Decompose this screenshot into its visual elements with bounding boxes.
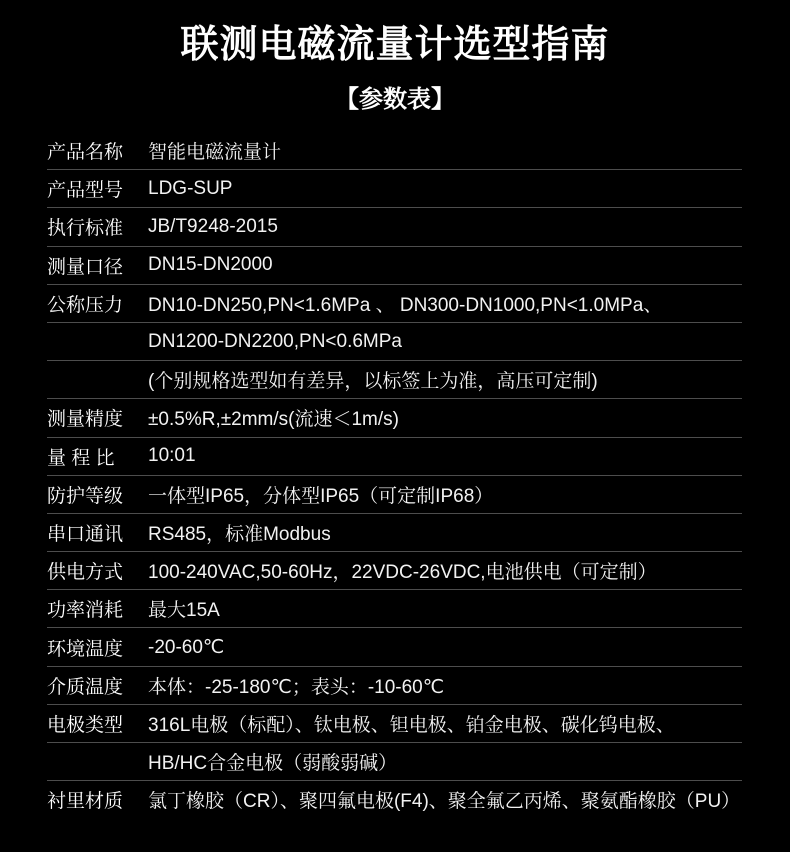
row-value: 最大15A: [148, 600, 220, 622]
row-label: 防护等级: [47, 485, 124, 507]
row-value: (个别规格选型如有差异，以标签上为准，高压可定制): [148, 371, 598, 393]
row-label: 产品名称: [47, 142, 124, 164]
table-row-power-supply: [47, 552, 742, 590]
row-value: DN15-DN2000: [148, 254, 273, 276]
row-value: DN10-DN250,PN<1.6MPa 、 DN300-DN1000,PN<1.0MPa、: [148, 294, 663, 316]
row-label: 量 程 比: [47, 447, 115, 469]
row-value: 氯丁橡胶（CR）、聚四氟电极(F4)、聚全氟乙丙烯、聚氨酯橡胶（PU）: [148, 791, 741, 813]
row-label: 串口通讯: [47, 523, 124, 545]
row-value: 智能电磁流量计: [148, 142, 282, 164]
row-label: 产品型号: [47, 180, 124, 202]
row-label: 电极类型: [47, 714, 124, 736]
table-row-range-ratio: [47, 438, 742, 476]
table-row-power-consumption: [47, 590, 742, 628]
table-row-communication: [47, 514, 742, 552]
row-value: HB/HC合金电极（弱酸弱碱）: [148, 753, 398, 775]
row-label: 公称压力: [47, 294, 124, 316]
row-label: 环境温度: [47, 638, 124, 660]
row-value: -20-60℃: [148, 636, 225, 658]
table-row-protection: [47, 476, 742, 514]
row-value: 10:01: [148, 445, 196, 467]
row-label: 测量精度: [47, 409, 124, 431]
table-row-ambient-temp: [47, 628, 742, 666]
table-row-accuracy: [47, 399, 742, 437]
row-value: DN1200-DN2200,PN<0.6MPa: [148, 330, 402, 352]
row-value: LDG-SUP: [148, 177, 233, 199]
table-row-pressure-note: [47, 361, 742, 399]
table-row-standard: [47, 208, 742, 246]
row-label: 衬里材质: [47, 791, 124, 813]
table-row-electrode-line1: [47, 705, 742, 743]
row-label: 执行标准: [47, 218, 124, 240]
table-row-pressure-line1: [47, 285, 742, 323]
table-row-product-name: [47, 132, 742, 170]
row-value: 本体：-25-180℃；表头：-10-60℃: [148, 676, 445, 698]
row-value: 一体型IP65，分体型IP65（可定制IP68）: [148, 485, 494, 507]
row-value: RS485，标准Modbus: [148, 523, 331, 545]
table-row-pressure-line2: [47, 323, 742, 361]
page-title: 联测电磁流量计选型指南: [180, 24, 610, 66]
table-row-diameter: [47, 247, 742, 285]
parameter-table: [47, 132, 742, 818]
table-row-lining: [47, 781, 742, 818]
table-row-product-model: [47, 170, 742, 208]
row-value: 316L电极（标配）、钛电极、钽电极、铂金电极、碳化钨电极、: [148, 714, 675, 736]
row-label: 介质温度: [47, 676, 124, 698]
row-label: 测量口径: [47, 256, 124, 278]
row-value: JB/T9248-2015: [148, 215, 278, 237]
row-label: 供电方式: [47, 562, 124, 584]
row-value: 100-240VAC,50-60Hz，22VDC-26VDC,电池供电（可定制）: [148, 562, 657, 584]
row-label: 功率消耗: [47, 600, 124, 622]
table-row-electrode-line2: [47, 743, 742, 781]
table-row-medium-temp: [47, 667, 742, 705]
page-subtitle: 【参数表】: [335, 86, 455, 113]
row-value: ±0.5%R,±2mm/s(流速＜1m/s): [148, 409, 399, 431]
